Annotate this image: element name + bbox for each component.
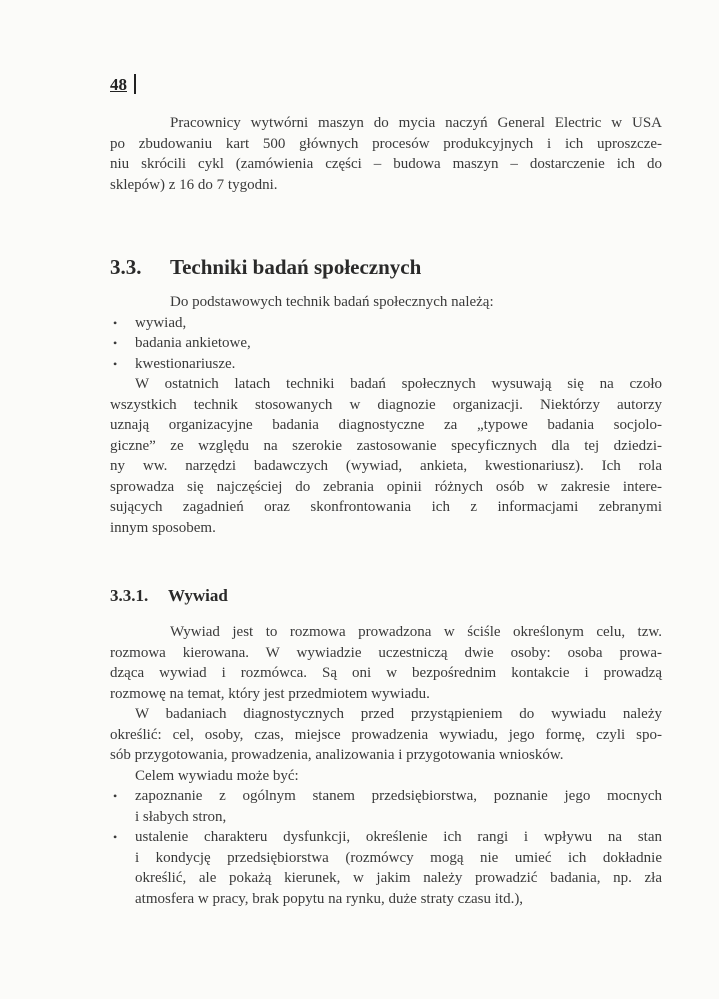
text-line: ny ww. narzędzi badawczych (wywiad, ankieta, kwestionariusz). Ich rola (110, 458, 662, 474)
text-line: sujących zagadnień oraz skonfrontowania ich z informacjami zebranymi (110, 499, 662, 515)
text-line: Pracownicy wytwórni maszyn do mycia naczyń General Electric w USA (170, 115, 662, 131)
page-number-rule (134, 74, 136, 94)
section-heading (110, 255, 421, 280)
text-line: określić, ale pokażą kierunek, w jakim należy prowadzić badania, np. zła (135, 870, 662, 886)
text-line: Wywiad jest to rozmowa prowadzona w ściśle określonym celu, tzw. (170, 624, 662, 640)
text-line: giczne” ze względu na szerokie zastosowanie specyficznych dla tej dziedzi- (110, 437, 662, 454)
text-line: W ostatnich latach techniki badań społecznych wysuwają się na czoło (135, 376, 662, 392)
subsection-number: 3.3.1. (110, 586, 149, 605)
text-line: Celem wywiadu może być: (135, 767, 299, 784)
text-line: rozmowa kierowana. W wywiadzie uczestniczą dwie osoby: osoba prowa- (110, 644, 662, 661)
text-line: atmosfera w pracy, brak popytu na rynku, duże straty czasu itd.), (135, 890, 524, 907)
text-line: sprowadza się najczęściej do zebrania opinii różnych osób w zakresie intere- (110, 478, 662, 495)
text-line: wszystkich technik stosowanych w diagnozie organizacji. Niektórzy autorzy (110, 396, 662, 413)
bullet-icon: • (113, 315, 118, 330)
bullet-icon: • (113, 356, 118, 371)
list-item: • wywiad, (110, 313, 662, 334)
text-line: sób przygotowania, prowadzenia, analizowania i przygotowania wniosków. (110, 747, 564, 763)
list-item: • zapoznanie z ogólnym stanem przedsiębiorstwa, poznanie jego mocnych (110, 786, 662, 807)
section-title: Techniki badań społecznych (170, 255, 422, 279)
section-number: 3.3. (110, 255, 142, 279)
text-line: niu skrócili cykl (zamówienia części – budowa maszyn – dostarczenie ich do (110, 156, 662, 172)
text-line: określić: cel, osoby, czas, miejsce prowadzenia wywiadu, jego formę, czyli spo- (110, 726, 662, 743)
intro-paragraph (110, 113, 662, 195)
text-line: innym sposobem. (110, 519, 216, 536)
text-line: rozmowę na temat, który jest przedmiotem wywiadu. (110, 685, 430, 702)
text-line: W badaniach diagnostycznych przed przystąpieniem do wywiadu należy (135, 706, 662, 722)
text-line: po zbudowaniu kart 500 głównych procesów produkcyjnych i ich uproszcze- (110, 135, 662, 152)
list-item: • ustalenie charakteru dysfunkcji, określenie ich rangi i wpływu na stan (110, 827, 662, 848)
text-line: uznają organizacyjne badania diagnostyczne za „typowe badania socjolo- (110, 417, 662, 433)
bullet-icon: • (113, 789, 118, 803)
text-line: i kondycję przedsiębiorstwa (rozmówcy mogą nie umieć ich dokładnie (135, 849, 662, 866)
bullet-icon: • (113, 830, 118, 844)
page-number: 48 (110, 75, 127, 94)
text-line: dząca wywiad i rozmówca. Są oni w bezpośrednim kontakcie i prowadzą (110, 665, 662, 681)
subsection-body (110, 622, 662, 909)
section-body (110, 292, 662, 538)
list-item: • badania ankietowe, (110, 333, 662, 354)
subsection-title: Wywiad (168, 586, 228, 605)
list-item: • kwestionariusze. (110, 354, 662, 375)
subsection-heading (110, 586, 228, 606)
bullet-icon: • (113, 336, 118, 350)
text-line: i słabych stron, (135, 808, 227, 825)
section-lead: Do podstawowych technik badań społecznych należą: (170, 294, 494, 310)
text-line: sklepów) z 16 do 7 tygodni. (110, 176, 278, 193)
